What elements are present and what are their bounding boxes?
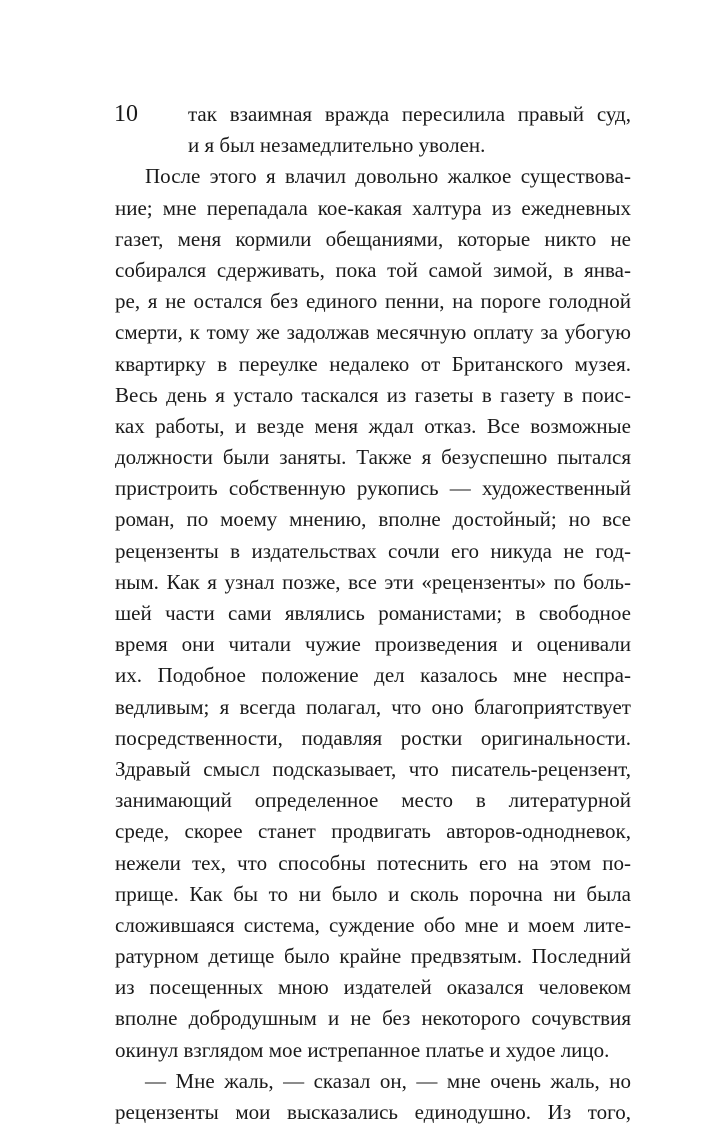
text-line: их. Подобное положение дел казалось мне неспра-	[115, 663, 631, 688]
text-line: пристроить собственную рукопись — художественный	[115, 476, 631, 501]
text-line: рецензенты мои высказались единодушно. Из того,	[115, 1100, 631, 1124]
text-line: Весь день я устало таскался из газеты в газету в поис-	[115, 382, 631, 407]
text-line: среде, скорее станет продвигать авторов-однодневок,	[115, 819, 631, 844]
text-line: ках работы, и везде меня ждал отказ. Все возможные	[115, 413, 631, 438]
text-line: рецензенты в издательствах сочли его никуда не год-	[115, 538, 631, 563]
text-line: из посещенных мною издателей оказался человеком	[115, 975, 631, 1000]
text-line: время они читали чужие произведения и оценивали	[115, 632, 631, 657]
text-line: ние; мне перепадала кое-какая халтура из ежедневных	[115, 195, 631, 220]
text-line: сложившаяся система, суждение обо мне и моем лите-	[115, 912, 631, 937]
text-line: шей части сами являлись романистами; в свободное	[115, 601, 631, 625]
text-line: Здравый смысл подсказывает, что писатель-рецензент,	[115, 756, 631, 781]
text-line: и я был незамедлительно уволен.	[188, 133, 486, 158]
text-line: окинул взглядом мое истрепанное платье и худое лицо.	[115, 1037, 610, 1062]
body-text	[115, 95, 631, 1124]
text-line: роман, по моему мнению, вполне достойный; но все	[115, 507, 631, 532]
dialogue-line: — Мне жаль, — сказал он, — мне очень жаль, но	[145, 1068, 631, 1093]
text-line: прище. Как бы то ни было и сколь порочна ни была	[115, 881, 631, 906]
paragraph-start-line: После этого я влачил довольно жалкое существова-	[145, 164, 631, 189]
text-line: вполне добродушным и не без некоторого сочувствия	[115, 1006, 631, 1031]
text-line: квартирку в переулке недалеко от Британского музея.	[115, 351, 631, 376]
text-line: ратурном детище было крайне предвзятым. Последний	[115, 944, 631, 969]
text-line: собирался сдерживать, пока той самой зимой, в янва-	[115, 257, 631, 282]
text-line: смерти, к тому же задолжав месячную оплату за убогую	[115, 320, 631, 345]
text-line: занимающий определенное место в литературной	[115, 788, 631, 813]
page-number: 10	[114, 101, 138, 127]
text-line: ным. Как я узнал позже, все эти «рецензенты» по боль-	[115, 569, 631, 594]
text-line: нежели тех, что способны потеснить его на этом по-	[115, 850, 631, 875]
text-line: ведливым; я всегда полагал, что оно благоприятствует	[115, 694, 631, 719]
text-line: ре, я не остался без единого пенни, на пороге голодной	[115, 289, 631, 314]
text-line: газет, меня кормили обещаниями, которые никто не	[115, 226, 631, 251]
text-line: так взаимная вражда пересилила правый суд,	[188, 102, 631, 126]
text-line: должности были заняты. Также я безуспешно пытался	[115, 445, 631, 470]
text-line: посредственности, подавляя ростки оригинальности.	[115, 725, 631, 750]
